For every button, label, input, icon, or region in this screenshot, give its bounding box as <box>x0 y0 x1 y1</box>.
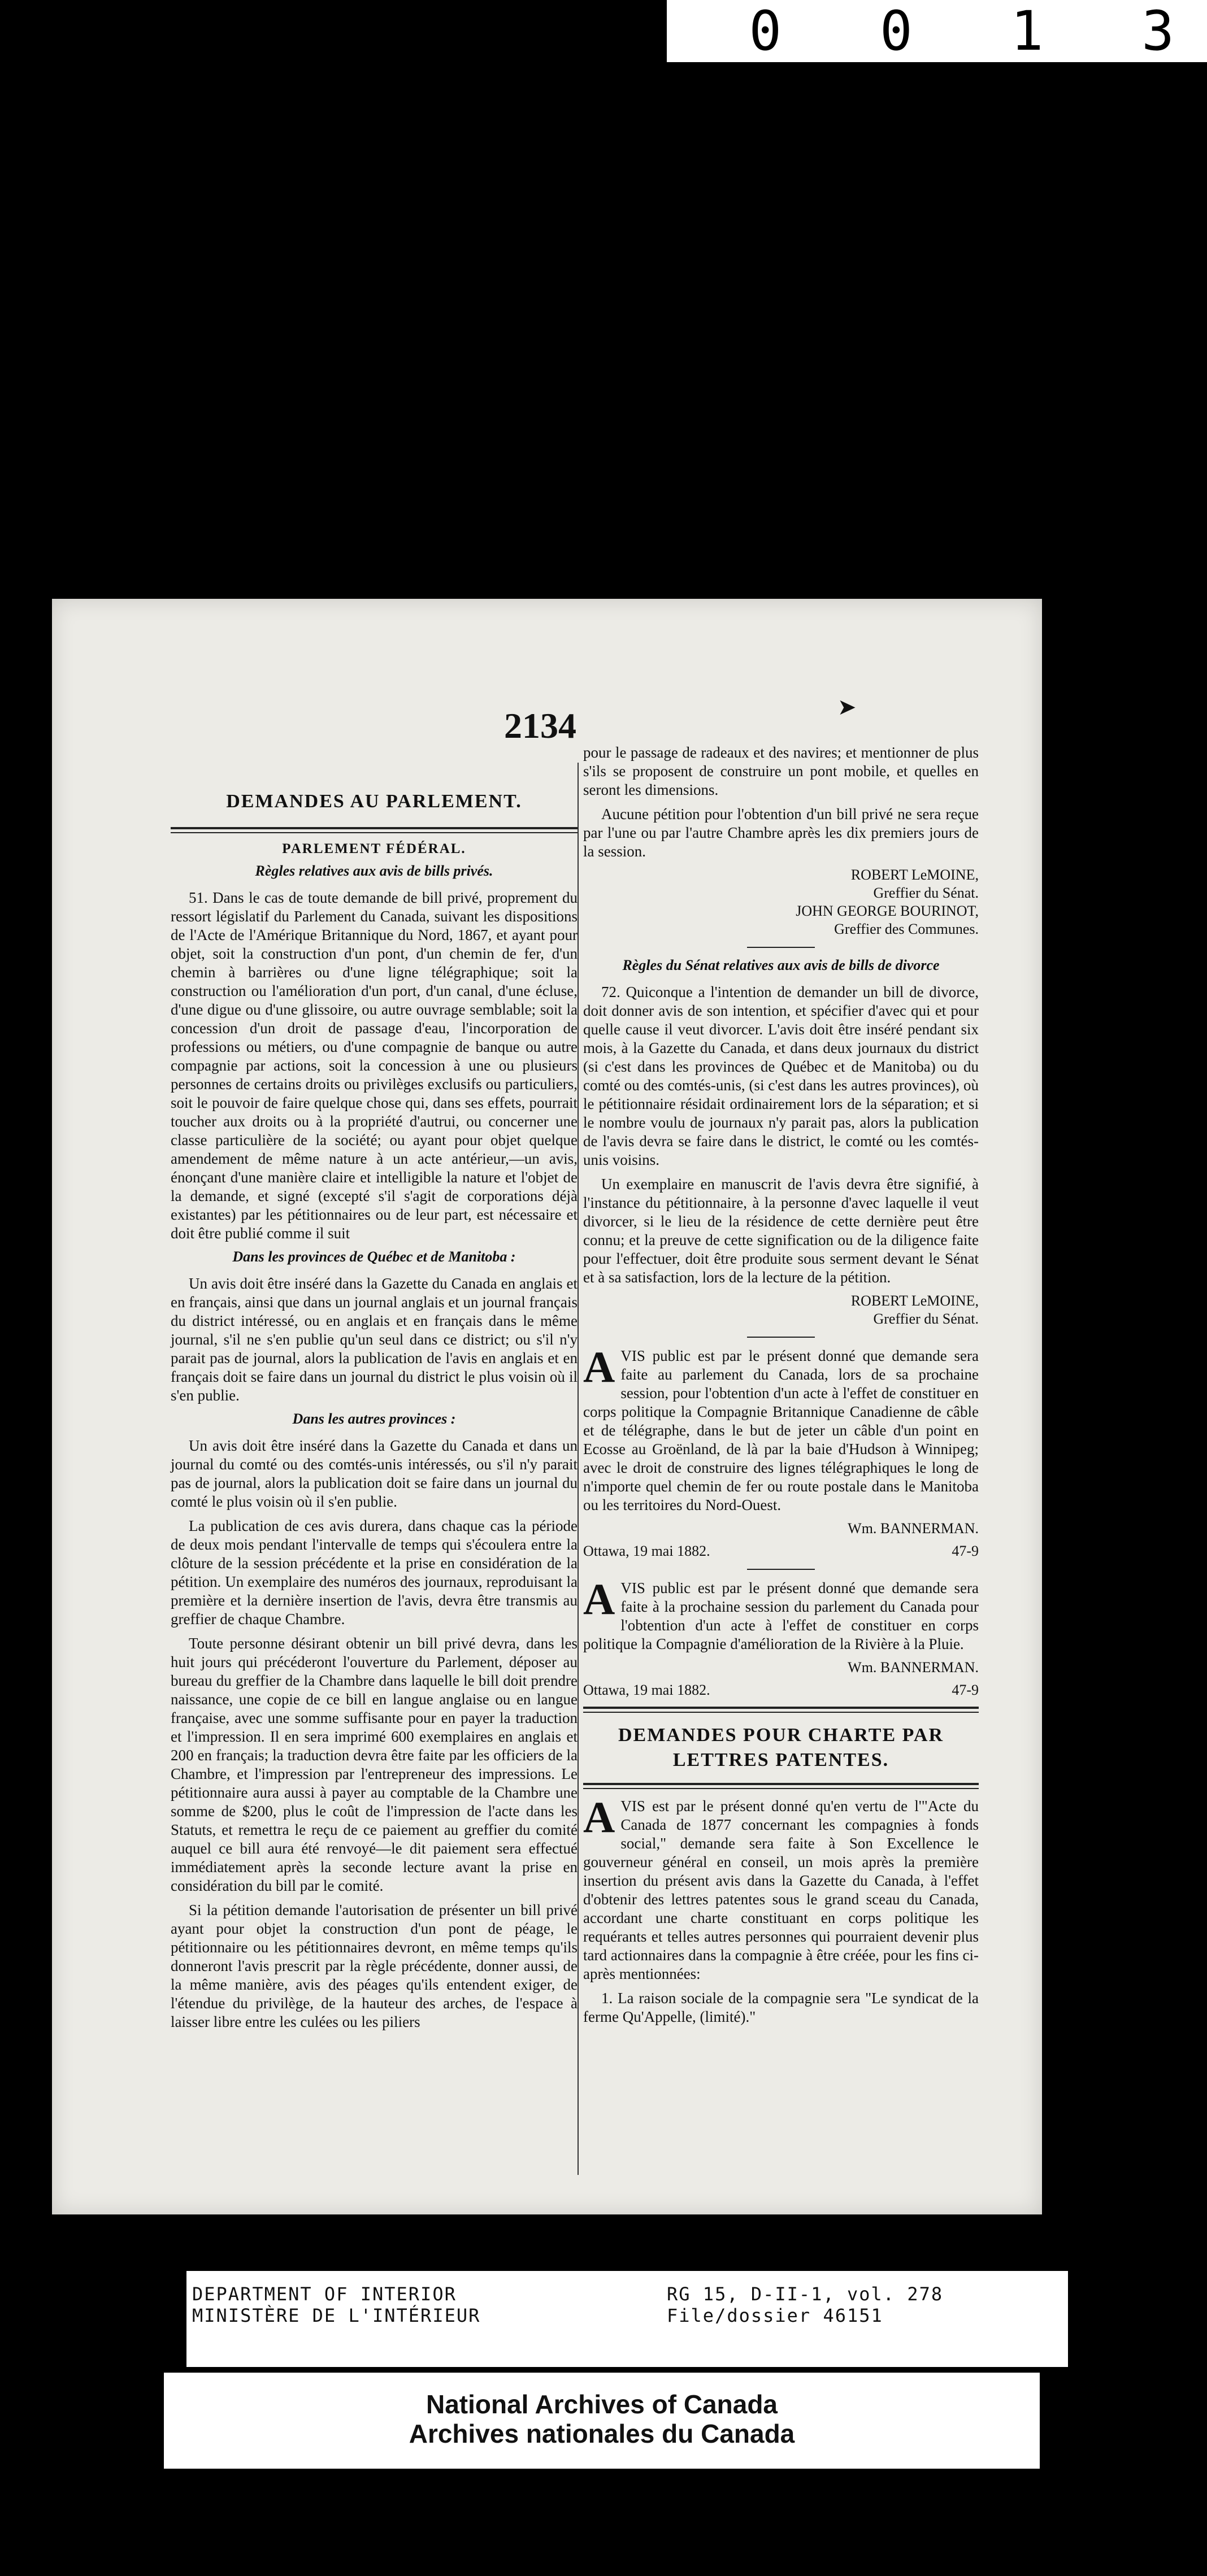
short-rule <box>747 947 815 948</box>
notice-rainy-river <box>583 1574 979 1653</box>
rules-title: Règles relatives aux avis de bills privés. <box>255 863 493 879</box>
paragraph-72: 72. Quiconque a l'intention de demander un bill de divorce, doit donner avis de son intention, et spécifier d'avec qui et pour quelle cause il veut divorcer. L'avis doit être inséré pendant six mois, à la Gazette du Canada, et dans deux journaux du district (si c'est dans les provinces de Québec et de Manitoba) ou du comté ou des comtés-unis, (si c'est dans les autres provinces), où le pétitionnaire résidait ordinairement lors de la séparation; et si le nombre voulu de journaux n'y parait pas, alors la publication de l'avis devra se faire dans le district, le comté ou les comtés-unis voisins. <box>583 984 979 1168</box>
parliament-heading: DEMANDES AU PARLEMENT. <box>226 791 522 812</box>
notice-rainy-river-date-row <box>583 1682 979 1699</box>
department-fr: MINISTÈRE DE L'INTÉRIEUR <box>192 2305 481 2326</box>
dropcap: A <box>583 1792 615 1842</box>
notice-letters-patent-text: VIS est par le présent donné qu'en vertu de l'"Acte du Canada de 1877 concernant les compagnies à fonds social," demande sera faite à Son Excellence le gouverneur général en conseil, un mois après la première insertion du présent avis dans la Gazette du Canada, à l'effet d'obtenir des lettres patentes sous le grand sceau du Canada, accordant une charte constituant en corps politique les requérants et telles autres personnes qui pourraient devenir plus tard actionnaires dans la compagnie à être créée, pour les fins ci-après mentionnées: <box>583 1798 979 1982</box>
ink-mark: ➤ <box>837 694 857 720</box>
page-number: 2134 <box>504 706 576 746</box>
dropcap: A <box>583 1342 615 1391</box>
notice-cable-number: 47-9 <box>952 1543 979 1559</box>
signature-senate-clerk-2: ROBERT LeMOINE, <box>850 1293 979 1309</box>
item-1: 1. La raison sociale de la compagnie sera "Le syndicat de la ferme Qu'Appelle, (limité)." <box>583 1990 979 2025</box>
left-column <box>171 757 578 2037</box>
notice-rainy-river-number: 47-9 <box>952 1682 979 1698</box>
archives-name-fr: Archives nationales du Canada <box>409 2419 795 2448</box>
file-number: File/dossier 46151 <box>667 2305 883 2326</box>
divorce-rules-title: Règles du Sénat relatives aux avis de bills de divorce <box>622 957 940 973</box>
notice-cable-date: Ottawa, 19 mai 1882. <box>583 1543 710 1559</box>
short-rule-2 <box>747 1337 815 1338</box>
short-rule-3 <box>747 1569 815 1570</box>
double-rule-3 <box>583 1783 979 1789</box>
quebec-text: Un avis doit être inséré dans la Gazette du Canada en anglais et en français, ainsi que dans un journal anglais et un journal français du district intéressé, ou en anglais et en français dans le même journal, s'il ne s'en publie qu'un seul dans ce district; ou s'il n'y parait pas de journal, alors la publication de l'avis en anglais et en français doit se faire dans un journal du district le plus voisin où il s'en publie. <box>171 1275 578 1404</box>
department-en: DEPARTMENT OF INTERIOR <box>192 2283 457 2305</box>
notice-rainy-river-date: Ottawa, 19 mai 1882. <box>583 1682 710 1698</box>
dropcap: A <box>583 1574 615 1624</box>
archives-name-en: National Archives of Canada <box>426 2390 778 2419</box>
signature-senate-clerk: ROBERT LeMOINE, <box>850 867 979 883</box>
double-rule <box>171 827 578 833</box>
double-rule-2 <box>583 1707 979 1713</box>
federal-subheading: PARLEMENT FÉDÉRAL. <box>282 841 466 856</box>
notice-rainy-river-text: VIS public est par le présent donné que demande sera faite à la prochaine session du parlement du Canada pour l'obtention d'un acte à l'effet de constituer en corps politique la Compagnie d'amélioration de la Rivière à la Pluie. <box>583 1579 979 1652</box>
notice-cable-date-row <box>583 1543 979 1560</box>
other-provinces-title: Dans les autres provinces : <box>292 1411 456 1427</box>
gazette-page <box>52 599 1042 2214</box>
toll-bridge-text: Si la pétition demande l'autorisation de présenter un bill privé ayant pour objet la construction d'un pont de péage, le pétitionnaire ou les pétitionnaires devront, en même temps qu'ils donneront l'avis prescrit par la règle précédente, donner aussi, de la même manière, avis des péages qu'ils entendent exiger, de l'étendue du privilège, de la hauteur des arches, de l'espace à laisser libre entre les culées ou les piliers <box>171 1901 578 2030</box>
reference-block <box>667 2283 943 2326</box>
bill-deposit-text: Toute personne désirant obtenir un bill privé devra, dans les huit jours qui précéderont l'ouverture du Parlement, déposer au bureau du greffier de la Chambre dans laquelle le bill doit prendre naissance, une copie de ce bill en langue anglaise ou en langue française, avec une somme suffisante pour en payer la traduction et l'impression. Il en sera imprimé 600 exemplaires en anglais et 200 en français; la traduction devra être faite par les officiers de la Chambre, et l'impression par l'entrepreneur des impressions. Le pétitionnaire aura aussi à payer au comptable de la Chambre une somme de $200, plus le coût de l'impression de l'acte dans les Statuts, et remettra le reçu de ce paiement au greffier du comité auquel ce bill aura été renvoyé—le dit paiement sera effectué immédiatement après la seconde lecture avant la prise en considération du bill par le comité. <box>171 1635 578 1894</box>
manuscript-text: Un exemplaire en manuscrit de l'avis devra être signifié, à l'instance du pétitionnaire, à la personne d'avec laquelle il veut divorcer, si le lieu de la résidence de cette dernière peut être connu; et la preuve de cette signification ou de la diligence faite pour l'effectuer, doit être produite sous serment devant le Sénat et à sa satisfaction, lors de la lecture de la pétition. <box>583 1176 979 1286</box>
signature-senate-title: Greffier du Sénat. <box>873 885 979 901</box>
notice-cable-text: VIS public est par le présent donné que demande sera faite au parlement du Canada, lors de sa prochaine session, pour l'obtention d'un acte à l'effet de constituer en corps politique la Compagnie Britannique Canadienne de câble et de télégraphe, dans le but de jeter un câble d'un point en Ecosse au Groënland, de là par la baie d'Hudson à Winnipeg; avec le droit de construire des lignes télégraphiques le long de n'importe quel chemin de fer ou route postale dans le Manitoba ou les territoires du Nord-Ouest. <box>583 1347 979 1513</box>
signature-senate-title-2: Greffier du Sénat. <box>873 1311 979 1327</box>
record-group: RG 15, D-II-1, vol. 278 <box>667 2283 944 2305</box>
other-provinces-text: Un avis doit être inséré dans la Gazette du Canada et dans un journal du comté ou des comtés-unis intéressés, ou s'il n'y parait pas de journal, alors la publication doit se faire dans un journal du comté le plus voisin où il s'en publie. <box>171 1437 578 1510</box>
signature-commons-clerk: JOHN GEORGE BOURINOT, <box>796 903 979 919</box>
right-column <box>583 743 979 2032</box>
notice-letters-patent <box>583 1792 979 1983</box>
continued-text: pour le passage de radeaux et des navires; et mentionner de plus s'ils se proposent de construire un pont mobile, et quelles en seront les dimensions. <box>583 744 979 798</box>
archives-label <box>164 2373 1040 2469</box>
notice-rainy-river-signature: Wm. BANNERMAN. <box>848 1659 979 1676</box>
notice-cable-company <box>583 1342 979 1515</box>
charter-heading-line-2: LETTRES PATENTES. <box>672 1750 889 1770</box>
frame-number: 0 0 1 3 1 5 <box>667 0 1207 62</box>
column-divider <box>578 763 579 2175</box>
charter-heading-line-1: DEMANDES POUR CHARTE PAR <box>618 1725 944 1746</box>
duration-text: La publication de ces avis durera, dans chaque cas la période de deux mois pendant l'intervalle de temps qui s'écoulera entre la clôture de la session précédente et la prise en considération de la pétition. Un exemplaire des numéros des journaux, reproduisant la première et la dernière insertion de l'avis, devra être transmis au greffier de chaque Chambre. <box>171 1517 578 1628</box>
archive-reference-label <box>186 2271 1068 2367</box>
no-petition-text: Aucune pétition pour l'obtention d'un bill privé ne sera reçue par l'une ou par l'autre Chambre après les dix premiers jours de la session. <box>583 806 979 860</box>
paragraph-51: 51. Dans le cas de toute demande de bill privé, proprement du ressort législatif du Parlement du Canada, suivant les dispositions de l'Acte de l'Amérique Britannique du Nord, 1867, et ayant pour objet, soit la construction d'un pont, d'un chemin de fer, d'un chemin à barrières ou d'une ligne télégraphique; soit la construction ou l'amélioration d'un port, d'un canal, d'une écluse, d'une digue ou d'une glissoire, ou autre ouvrage semblable; soit la concession d'un droit de passage d'eau, l'incorporation de professions ou métiers, ou d'une compagnie de banque ou autre compagnie par actions, soit la concession à une ou plusieurs personnes de certains droits ou privilèges exclusifs ou particuliers, soit le pouvoir de faire quelque chose qui, dans ses effets, pourrait toucher aux droits ou à la propriété d'autrui, ou concerner une classe particulière de la société; ou ayant pour objet quelque amendement de même nature à un acte antérieur,—un avis, énonçant d'une manière claire et intelligible la nature et l'objet de la demande, et signé (excepté s'il s'agit de corporations déjà existantes) par les pétitionnaires ou de leur part, est nécessaire et doit être publié comme il suit <box>171 889 578 1242</box>
quebec-title: Dans les provinces de Québec et de Manitoba : <box>232 1248 516 1265</box>
charter-heading <box>583 1723 979 1773</box>
signature-commons-title: Greffier des Communes. <box>834 921 979 937</box>
department-block <box>192 2283 480 2326</box>
notice-cable-signature: Wm. BANNERMAN. <box>848 1520 979 1537</box>
